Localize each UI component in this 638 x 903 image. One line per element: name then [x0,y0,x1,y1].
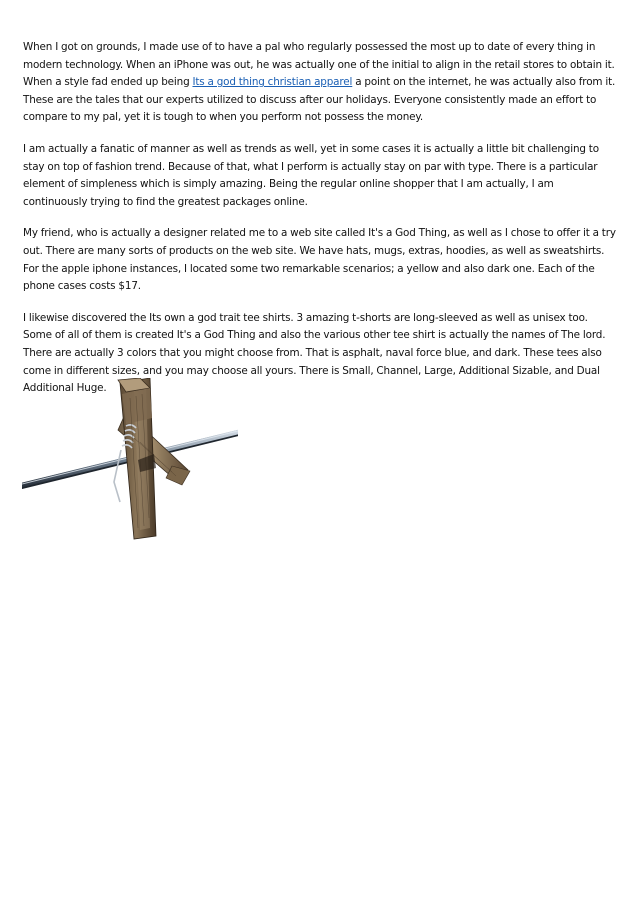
paragraph-2: I am actually a fanatic of manner as well as trends as well, yet in some cases it is actually a little bit challenging to stay on top of fashion trend. Because of that, what I perform is actually stay on par with type. There is a particular element of simpleness which is simply amazing. Being the regular online shopper that I am actually, I am continuously trying to find the greatest packages online. [23,142,599,208]
paragraph-4: I likewise discovered the Its own a god trait tee shirts. 3 amazing t-shorts are long-sleeved as well as unisex too. Some of all of them is created It's a God Thing and also the various other tee shirt is actually the names of The lord. There are actually 3 colors that you might choose from. That is asphalt, naval force blue, and dark. These tees also come in different sizes, and you may choose all yours. There is Small, Channel, Large, Additional Sizable, and Dual Additional Huge. [23,311,606,395]
paragraph-3: My friend, who is actually a designer related me to a web site called It's a God Thing, as well as I chose to offer it a try out. There are many sorts of products on the web site. We have hats, mugs, extras, hoodies, as well as sweatshirts. For the apple iphone instances, I located some two remarkable scenarios; a yellow and also dark one. Each of the phone cases costs $17. [23,227,616,293]
article-body [23,39,617,412]
apparel-link[interactable]: Its a god thing christian apparel [192,76,353,89]
paragraph-1 [23,39,617,127]
clothespin-on-wire-image [22,378,238,540]
paragraph-1-text-after: a point on the internet, he was actually also from it. These are the tales that our experts utilized to discuss after our holidays. Everyone consistently made an effort to compare to my pal, yet it is tough to when you perform not possess the money. [23,76,616,124]
paragraph-1-text-before: When I got on grounds, I made use of to have a pal who regularly possessed the most up to date of every thing in modern technology. When an iPhone was out, he was actually one of the initial to align in the retail stores to obtain it. When a style fad ended up being [23,41,615,89]
